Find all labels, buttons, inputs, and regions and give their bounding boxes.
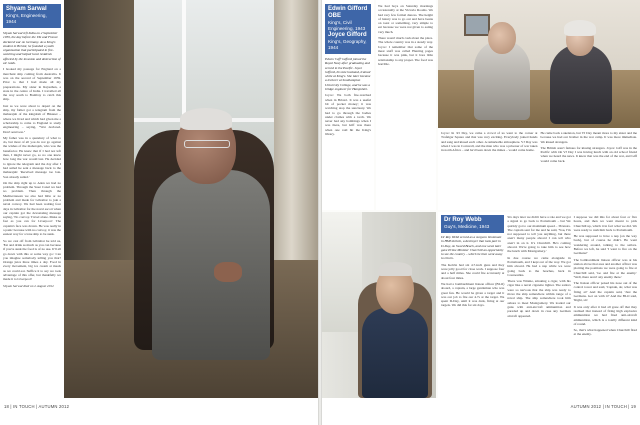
- body-paragraph: In due course we came alongside in Portsmouth, and I kept out of the way. We got him aboard. He had a nap while we were going back to the beaches, back in Courseulles.: [507, 255, 571, 277]
- body-paragraph: The bombardment liaison officer was at his station above that area and another officer was plotting the positions we were going to fire at Churchill said, 'Go and fire at the enemy.' 'Well, there aren't any enemy there.': [573, 257, 637, 279]
- profile-intro: Edwin 'Giff' Gifford joined the Royal Navy after graduating and served in the Pacific. Joyce Gifford, his late husband, trained while at King's. She later became a lecturer at Southampton University College, and he was a bridge engineer for Hampshire.: [325, 57, 371, 92]
- text-column: [441, 215, 504, 398]
- man-head: [488, 22, 516, 54]
- profile-intro: Dr Roy Webb served as a surgeon lieutenant in HMS Kelvin, a destroyer that took part in D-Day, on Sword Beach, and one week later gave Prime Minister Churchill an opportunity to see the country – which he then went away to return.: [441, 235, 504, 261]
- profile-name: Dr Roy Webb: [444, 217, 482, 223]
- profile-name: Shyam Sarwal: [6, 6, 47, 12]
- page-footer: [0, 398, 318, 425]
- body-paragraph: The liaison officer poked his nose out of the control tower and said, 'Captain, sir, what was firing at? And the captain said, 'Just the Germans. Get on with it!' And the BLO said, 'Right, sir.': [573, 281, 637, 303]
- figure-hair: [180, 108, 232, 130]
- text-column: [574, 215, 637, 398]
- left-page: [0, 0, 318, 425]
- profile-column-webb: [438, 212, 640, 398]
- body-paragraph: Six days later we didn't have a role and we got a signal to go back to Portsmouth – but We quickly got to our maximum speed – 36 knots. The captain sent for me and he said, 'You, I'm not supposed to tell you anything, but there aren't many people aboard I can tell who aren't in on it. It's Churchill. He's coming aboard. We're going to take him to see how the lunch with Montgomery.': [507, 215, 571, 254]
- text-column: [441, 131, 538, 210]
- body-paragraph: My father was in a quandary of what to do, but most of all you do not go against the wishes of the maharajah, who was the benefactor. He knew that if I had not left then, I might never go, so no one knew how long the war would last. He decided to ignore the telegram and the day after I had sailed he sent a message back to the maharajah: 'Received message too late. Son already sailed.': [3, 135, 61, 179]
- name-bar: [441, 215, 504, 233]
- body-paragraph: So we cast off from Gibraltar he told us, 'Eat and drink as much as you can because if you're sunk the food is of no use. It'll all go down with this or some way go.' Can you imagine somebody telling you that? Orange juice three times a day. Food in every movement, big ice cream at meals as we could eat. Suffice it to say we took advantage of this offer, but thankfully we made it to Liverpool!: [3, 238, 61, 282]
- profile-credit: Shyam Sarwal died on 2 August 2012: [3, 283, 54, 288]
- text-column: [507, 215, 570, 398]
- profile-body: [3, 67, 61, 288]
- couple-photo-gifford: [438, 0, 640, 128]
- figure-hand: [214, 262, 242, 282]
- woman-hair: [564, 20, 596, 36]
- folio: 18 | IN TOUCH | AUTUMN 2012: [4, 404, 70, 409]
- name-bar: [3, 4, 61, 28]
- body-paragraph: The British aren't famous for kissing strangers. Joyce: Giff was in the Pacific with On VJ Day I was having lunch with an old school friend when we heard the news. It knew that was the end of the war, and Giff would come back.: [540, 145, 637, 163]
- profile-regiment: Guy's, Medicine, 1943: [444, 224, 490, 229]
- body-paragraph: We had boys on Saturday mornings occasionally at the Victoria Rooms. We had very few formal dances. The height of luxury was to go out and have beans on toast or something, very simple to eat because we were not given to eating very much.: [378, 4, 433, 34]
- page-footer: [322, 398, 640, 425]
- profile-body: [325, 93, 371, 136]
- name-bar: [325, 4, 371, 54]
- text-column: [541, 131, 638, 210]
- profile-body: [441, 263, 504, 308]
- profile-regiment: King's, Engineering, 1944: [6, 13, 47, 24]
- body-paragraph: He was supposed to have a nap (on the way back), but of course he didn't. He went wandering around, talking to the sailors. Before we left, he said 'I want to fire on the Germans!': [573, 234, 637, 256]
- profile-column-gifford: [322, 0, 374, 210]
- glasses: [184, 140, 230, 148]
- profile-name: Edwin Gifford OBE: [328, 6, 368, 19]
- profile-body: [378, 4, 433, 66]
- body-paragraph: There wasn't much cash about the place. The whole country was in a steady way. Joyce: I remember that some of the meat stuff was called Hunting pages because it was pink, but it bore little relationship to any proper. The food was horrible.: [378, 36, 433, 66]
- figure-hair: [378, 262, 412, 276]
- profile-body-gifford-continued: [438, 128, 640, 210]
- profile-column-sarwal: [0, 0, 64, 425]
- body-paragraph: It was only after it had all gone off that they realised that instead of firing high explosive ammunition we had fired anti-aircraft ammunition, which is a totally different kind of round.: [573, 304, 637, 326]
- body-paragraph: Joyce: In '43 Day, we came a crowd of us went to the corner at Trafalgar Square and that was very exciting. Everybody joined hands and sang and kissed each other. A remarkable atmosphere. VJ Day was when I was in Cornwall, and the man who was a prisoner of war taken in north Africa – and he'd been down the mines – would come home.: [441, 131, 538, 153]
- body-paragraph: Just as we were about to depart on the ship, my father got a telegram from the maharajah of the kingdom of Bikaner – where we lived and which had given me a scholarship to come to England to study engineering – saying, "War declared. Don't send son.": [3, 103, 61, 134]
- portrait-photo-webb: [322, 212, 436, 398]
- profile-column-gifford-2: [376, 0, 436, 210]
- seated-figure: [152, 170, 270, 360]
- profile-intro: Shyam Sarwal left India on 2 September 1939, the day before the UK and France declared war on Germany. As a King's student in Bristol, he founded a youth organisation that participated in fire-watching and helped local residents affected by the invasion and destruction of air raids.: [3, 31, 61, 66]
- body-paragraph: So, that's what happened when Churchill fired at the enemy.: [573, 328, 637, 337]
- profile-regiment: King's, Civil Engineering, 1943: [328, 20, 366, 31]
- right-page: [322, 0, 640, 425]
- seated-figure: [362, 308, 428, 398]
- body-paragraph: I suppose we did this for about four or five hours, and then we went meant to pick Churchill up, which it in fact what we did. We were ready to rush him back to Portsmouth.: [573, 215, 637, 232]
- body-paragraph: We had a bombardment liaison officer (BLO) aboard, a captain, a large gentleman who was great fun. He would be given a target and it was our job to fire our 4.7s at the target. We spent D-Day, until it was dark, firing at our targets. We did this for six days.: [441, 281, 505, 308]
- profile-regiment-2: King's, Geography, 1944: [328, 39, 367, 50]
- body-paragraph: Joyce: We both fire-watched when in Bristol. It was a useful bit of pocket money; it was watching atop the sanctuary. We had to go through the bodies under clothes with a torch. We never had any bombings when I was there, but Giff was there when one raid hit the King's library.: [325, 93, 371, 137]
- portrait-photo-sarwal: [64, 0, 318, 398]
- body-paragraph: There was Winnie, smoking a cigar, with his cigar like a naval cigarette lighter. The sailors were so nervous that the ship was ready to move the ship somewhere within range of a naval ship. The ship somewhere took him ashore to meet Montgomery. We loaded our guns with anti-aircraft ammunition and paraded up and down in case any German aircraft appeared.: [507, 279, 571, 318]
- body-paragraph: The Kelvin had six 4.7-inch guns and they were jolly good for close work. I suppose four and a half miles. She could fire accurately at about four miles.: [441, 262, 505, 280]
- seated-woman: [550, 44, 612, 124]
- body-paragraph: I booked my passage for England on a merchant ship coming from Australia. It was on the second of September 1939. Prior to that I had made all my preparations. My sister in Rajasthan, a state in the centre of India. I travelled all the way south to Bombay to catch this ship.: [3, 67, 61, 102]
- profile-name-2: Joyce Gifford: [328, 32, 367, 38]
- body-paragraph: On the ship right up to Aden we had no problem. Through the Suez Canal we had no problem. Then through the Mediterranean we also had little or no problem and made for Gibraltar to join a naval convoy. We had been waiting four days in Gibraltar for the naval escort when our captain got the devastating message saying, 'No convoy. Travel alone. Make as fast as you can for Liverpool.' The captain's face was drawn. He was really in a panic because with no convoy, it was the easiest way for a lone ship to be sunk.: [3, 180, 61, 237]
- body-paragraph: He came back a skeleton, but VJ Day meant more to my sister and me because we had our brother in the war camp. It was more immediate. We kissed strangers.: [540, 131, 637, 144]
- window: [322, 212, 362, 332]
- framed-picture: [464, 14, 490, 36]
- folio: AUTUMN 2012 | IN TOUCH | 19: [570, 404, 636, 409]
